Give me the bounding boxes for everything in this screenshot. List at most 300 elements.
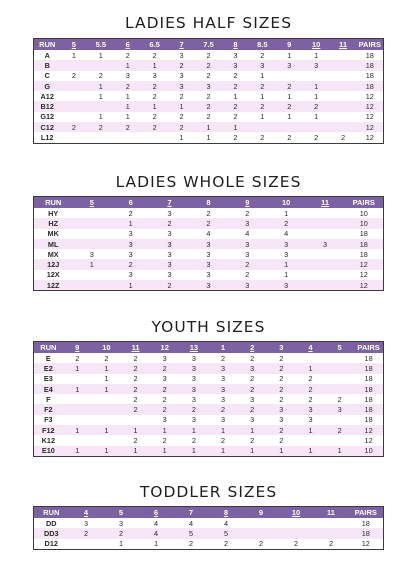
size-cell: 3	[208, 384, 237, 394]
size-cell: 4	[267, 229, 306, 239]
size-cell: 1	[195, 132, 222, 143]
size-cell: 2	[267, 374, 296, 384]
size-cell: 2	[150, 435, 179, 445]
size-cell: 2	[296, 384, 325, 394]
run-label: K12	[34, 435, 63, 445]
header-row	[34, 39, 384, 51]
size-header: 3	[267, 342, 296, 354]
size-cell: 2	[69, 528, 104, 538]
size-cell: 2	[238, 353, 267, 363]
size-header: 7.5	[195, 39, 222, 51]
size-cell: 1	[267, 208, 306, 218]
pairs-cell: 18	[345, 229, 384, 239]
size-header: 11	[330, 39, 357, 51]
size-cell	[330, 71, 357, 81]
run-label: C	[34, 71, 61, 81]
size-cell: 4	[228, 229, 267, 239]
size-cell: 3	[238, 394, 267, 404]
size-cell: 2	[222, 112, 249, 122]
size-cell: 3	[267, 239, 306, 249]
size-cell	[72, 218, 111, 228]
size-cell	[92, 394, 121, 404]
size-cell: 3	[111, 229, 150, 239]
size-cell: 1	[195, 122, 222, 132]
size-cell: 3	[150, 239, 189, 249]
table-row	[34, 71, 384, 81]
size-header: 8	[222, 39, 249, 51]
table-row	[34, 81, 384, 91]
size-cell	[121, 415, 150, 425]
size-cell: 2	[141, 81, 168, 91]
size-cell	[325, 353, 354, 363]
run-label: A12	[34, 91, 61, 101]
header-row	[34, 507, 384, 519]
pairs-cell: 12	[357, 91, 384, 101]
size-cell: 3	[228, 218, 267, 228]
size-cell: 2	[238, 374, 267, 384]
size-cell: 2	[189, 218, 228, 228]
size-cell: 2	[276, 132, 303, 143]
table-row	[34, 50, 384, 60]
size-cell: 4	[209, 518, 244, 528]
size-cell: 1	[208, 446, 237, 457]
size-cell: 1	[92, 374, 121, 384]
table-row	[34, 249, 384, 259]
size-cell: 3	[228, 239, 267, 249]
table-row	[34, 528, 384, 538]
size-cell: 2	[249, 50, 276, 60]
size-cell: 2	[195, 60, 222, 70]
size-cell: 1	[168, 101, 195, 111]
size-cell: 5	[174, 528, 209, 538]
size-cell: 3	[179, 415, 208, 425]
size-header: 6	[111, 197, 150, 209]
size-cell: 1	[238, 425, 267, 435]
table-row	[34, 101, 384, 111]
size-header: 6	[114, 39, 141, 51]
size-cell: 2	[249, 101, 276, 111]
size-cell: 3	[150, 208, 189, 218]
size-cell: 3	[249, 60, 276, 70]
pairs-cell: 12	[357, 122, 384, 132]
toddler-sizes-table	[33, 506, 384, 550]
size-cell	[325, 435, 354, 445]
run-label: D12	[34, 539, 69, 550]
table-row	[34, 122, 384, 132]
size-cell	[92, 435, 121, 445]
size-cell: 3	[208, 363, 237, 373]
table-row	[34, 239, 384, 249]
size-cell	[60, 60, 87, 70]
size-cell: 3	[150, 249, 189, 259]
size-cell: 2	[60, 71, 87, 81]
size-cell: 1	[222, 122, 249, 132]
size-cell	[314, 528, 349, 538]
size-cell: 1	[303, 91, 330, 101]
size-cell	[303, 71, 330, 81]
size-cell	[306, 218, 345, 228]
size-cell: 2	[195, 91, 222, 101]
size-cell: 4	[139, 518, 174, 528]
size-cell: 1	[111, 280, 150, 291]
size-cell: 3	[141, 71, 168, 81]
size-cell	[60, 91, 87, 101]
size-cell	[330, 112, 357, 122]
size-cell: 2	[121, 374, 150, 384]
size-cell	[325, 415, 354, 425]
size-cell: 2	[179, 435, 208, 445]
size-cell	[63, 415, 92, 425]
size-cell: 3	[276, 60, 303, 70]
size-cell: 2	[267, 353, 296, 363]
size-cell: 2	[141, 50, 168, 60]
size-header: 8	[189, 197, 228, 209]
size-cell: 1	[87, 91, 114, 101]
pairs-cell: 18	[354, 404, 383, 414]
size-cell: 3	[111, 249, 150, 259]
size-cell: 1	[325, 446, 354, 457]
size-cell: 2	[195, 71, 222, 81]
size-cell: 2	[244, 539, 279, 550]
run-header: RUN	[34, 507, 69, 519]
size-cell: 2	[104, 528, 139, 538]
size-cell	[87, 101, 114, 111]
size-cell: 2	[208, 353, 237, 363]
size-cell	[87, 132, 114, 143]
size-cell	[60, 81, 87, 91]
size-cell: 1	[179, 425, 208, 435]
pairs-cell: 12	[349, 539, 384, 550]
size-cell: 2	[330, 132, 357, 143]
size-header: 10	[279, 507, 314, 519]
size-cell: 4	[174, 518, 209, 528]
size-header: 6.5	[141, 39, 168, 51]
size-cell: 2	[209, 539, 244, 550]
size-cell	[330, 91, 357, 101]
size-cell: 2	[222, 132, 249, 143]
pairs-cell: 18	[354, 363, 383, 373]
table-row	[34, 539, 384, 550]
table-row	[34, 394, 384, 404]
size-cell: 1	[63, 363, 92, 373]
size-cell: 2	[195, 112, 222, 122]
size-header: 10	[267, 197, 306, 209]
size-cell: 2	[296, 394, 325, 404]
run-label: MK	[34, 229, 73, 239]
size-cell: 2	[228, 208, 267, 218]
size-cell: 2	[179, 404, 208, 414]
size-cell: 5	[209, 528, 244, 538]
size-cell: 3	[267, 404, 296, 414]
size-cell: 2	[150, 384, 179, 394]
size-cell	[87, 60, 114, 70]
section-title: YOUTH SIZES	[151, 318, 266, 336]
size-cell: 2	[249, 81, 276, 91]
size-cell: 2	[121, 353, 150, 363]
size-cell: 1	[114, 60, 141, 70]
size-cell: 2	[111, 259, 150, 269]
size-cell: 1	[63, 384, 92, 394]
size-cell: 2	[60, 122, 87, 132]
size-header: 9	[276, 39, 303, 51]
size-cell: 2	[189, 208, 228, 218]
size-cell	[330, 50, 357, 60]
size-header: 12	[150, 342, 179, 354]
run-label: E	[34, 353, 63, 363]
size-header: 9	[244, 507, 279, 519]
size-cell: 2	[222, 101, 249, 111]
size-cell: 3	[111, 239, 150, 249]
run-label: 12J	[34, 259, 73, 269]
size-cell: 2	[168, 122, 195, 132]
size-cell	[296, 435, 325, 445]
size-header: 6	[139, 507, 174, 519]
size-cell: 2	[325, 425, 354, 435]
size-cell	[325, 374, 354, 384]
size-cell: 3	[306, 239, 345, 249]
run-label: G12	[34, 112, 61, 122]
table-row	[34, 112, 384, 122]
pairs-cell: 18	[357, 81, 384, 91]
size-cell: 2	[141, 91, 168, 101]
pairs-cell: 10	[345, 208, 384, 218]
size-cell: 1	[222, 91, 249, 101]
table-row	[34, 229, 384, 239]
size-cell: 2	[87, 122, 114, 132]
size-cell	[330, 81, 357, 91]
size-cell: 3	[179, 353, 208, 363]
pairs-cell: 18	[354, 394, 383, 404]
size-cell: 2	[114, 122, 141, 132]
pairs-cell: 18	[357, 50, 384, 60]
size-header: 5	[104, 507, 139, 519]
pairs-cell: 10	[354, 446, 383, 457]
size-cell	[63, 404, 92, 414]
size-header: 11	[314, 507, 349, 519]
size-cell: 1	[249, 91, 276, 101]
ladies-half-sizes-section	[33, 14, 384, 143]
size-cell: 2	[141, 122, 168, 132]
size-cell	[303, 122, 330, 132]
size-cell: 2	[267, 425, 296, 435]
size-cell: 1	[139, 539, 174, 550]
size-header: 9	[63, 342, 92, 354]
run-label: F2	[34, 404, 63, 414]
size-cell: 3	[150, 374, 179, 384]
run-label: DD	[34, 518, 69, 528]
pairs-cell: 18	[354, 353, 383, 363]
size-cell: 2	[238, 404, 267, 414]
run-label: 12X	[34, 270, 73, 280]
size-cell: 1	[60, 50, 87, 60]
size-cell	[325, 384, 354, 394]
size-cell: 2	[114, 81, 141, 91]
pairs-cell: 12	[354, 435, 383, 445]
size-cell: 1	[92, 425, 121, 435]
size-header: 5	[72, 197, 111, 209]
size-header: 11	[121, 342, 150, 354]
run-label: F3	[34, 415, 63, 425]
size-cell: 2	[314, 539, 349, 550]
section-title: LADIES WHOLE SIZES	[115, 173, 302, 191]
size-cell	[306, 229, 345, 239]
size-cell	[72, 229, 111, 239]
size-cell: 1	[179, 446, 208, 457]
size-cell: 2	[276, 81, 303, 91]
size-cell: 2	[141, 112, 168, 122]
pairs-cell: 18	[357, 60, 384, 70]
size-cell: 2	[276, 101, 303, 111]
size-cell: 2	[121, 394, 150, 404]
size-cell: 2	[150, 363, 179, 373]
header-row	[34, 197, 384, 209]
size-cell: 1	[168, 132, 195, 143]
size-cell	[279, 528, 314, 538]
table-row	[34, 435, 384, 445]
size-cell: 2	[325, 394, 354, 404]
size-cell: 3	[150, 270, 189, 280]
run-header: RUN	[34, 39, 61, 51]
size-cell: 3	[150, 229, 189, 239]
pairs-header: PAIRS	[345, 197, 384, 209]
size-cell: 2	[249, 132, 276, 143]
pairs-cell: 12	[345, 280, 384, 291]
pairs-cell: 10	[345, 218, 384, 228]
size-cell: 3	[303, 60, 330, 70]
section-title: TODDLER SIZES	[139, 483, 278, 501]
size-cell	[306, 270, 345, 280]
size-cell: 1	[111, 218, 150, 228]
table-row	[34, 425, 384, 435]
table-row	[34, 270, 384, 280]
size-header: 13	[179, 342, 208, 354]
size-cell	[60, 132, 87, 143]
pairs-cell: 18	[354, 384, 383, 394]
size-header: 8	[209, 507, 244, 519]
size-cell: 2	[303, 132, 330, 143]
size-cell: 3	[296, 404, 325, 414]
run-label: ML	[34, 239, 73, 249]
size-cell	[279, 518, 314, 528]
size-header: 7	[150, 197, 189, 209]
size-cell: 1	[249, 112, 276, 122]
table-row	[34, 91, 384, 101]
size-cell: 3	[111, 270, 150, 280]
pairs-cell: 18	[357, 71, 384, 81]
run-header: RUN	[34, 342, 63, 354]
size-cell: 1	[303, 50, 330, 60]
size-cell: 2	[222, 71, 249, 81]
size-cell: 2	[150, 404, 179, 414]
size-cell	[69, 539, 104, 550]
size-cell: 2	[208, 404, 237, 414]
size-cell: 4	[139, 528, 174, 538]
size-cell: 3	[168, 50, 195, 60]
size-cell: 2	[238, 435, 267, 445]
size-header: 4	[69, 507, 104, 519]
table-row	[34, 60, 384, 70]
size-cell: 1	[296, 446, 325, 457]
size-cell: 2	[267, 394, 296, 404]
table-row	[34, 446, 384, 457]
size-cell	[330, 122, 357, 132]
run-label: L12	[34, 132, 61, 143]
size-cell	[60, 101, 87, 111]
size-cell: 3	[179, 384, 208, 394]
size-cell: 1	[296, 425, 325, 435]
size-cell: 3	[150, 415, 179, 425]
run-label: E2	[34, 363, 63, 373]
size-cell: 2	[267, 384, 296, 394]
run-label: A	[34, 50, 61, 60]
size-cell: 2	[195, 50, 222, 60]
size-cell: 1	[92, 384, 121, 394]
run-label: 12Z	[34, 280, 73, 291]
size-cell	[296, 353, 325, 363]
size-header: 10	[92, 342, 121, 354]
size-cell: 4	[189, 229, 228, 239]
size-cell	[306, 249, 345, 259]
size-cell	[72, 239, 111, 249]
size-cell: 2	[238, 384, 267, 394]
pairs-cell: 12	[357, 101, 384, 111]
size-cell: 3	[179, 394, 208, 404]
pairs-header: PAIRS	[354, 342, 383, 354]
size-cell: 1	[141, 60, 168, 70]
size-cell: 3	[267, 280, 306, 291]
size-cell: 1	[87, 81, 114, 91]
table-row	[34, 518, 384, 528]
size-cell: 2	[63, 353, 92, 363]
table-row	[34, 280, 384, 291]
size-header: 9	[228, 197, 267, 209]
table-row	[34, 415, 384, 425]
run-label: E4	[34, 384, 63, 394]
size-cell: 2	[150, 394, 179, 404]
size-cell: 3	[150, 353, 179, 363]
size-cell: 2	[168, 60, 195, 70]
size-cell: 2	[303, 101, 330, 111]
size-cell: 1	[296, 363, 325, 373]
size-cell: 1	[276, 91, 303, 101]
size-cell: 1	[141, 101, 168, 111]
size-cell: 1	[303, 81, 330, 91]
size-cell: 2	[121, 404, 150, 414]
pairs-cell: 18	[349, 518, 384, 528]
size-cell: 3	[189, 259, 228, 269]
size-cell	[244, 518, 279, 528]
size-cell: 1	[63, 425, 92, 435]
size-cell	[63, 374, 92, 384]
size-header: 8.5	[249, 39, 276, 51]
table-row	[34, 353, 384, 363]
run-label: DD3	[34, 528, 69, 538]
size-cell: 1	[267, 446, 296, 457]
youth-sizes-section	[33, 318, 384, 456]
table-row	[34, 218, 384, 228]
size-cell: 2	[228, 270, 267, 280]
size-cell	[244, 528, 279, 538]
run-label: E3	[34, 374, 63, 384]
size-cell: 3	[208, 374, 237, 384]
size-cell	[330, 60, 357, 70]
size-cell: 2	[208, 435, 237, 445]
size-cell: 1	[92, 363, 121, 373]
table-row	[34, 404, 384, 414]
size-cell: 3	[208, 394, 237, 404]
size-cell: 1	[87, 50, 114, 60]
ladies-whole-sizes-section	[33, 173, 384, 290]
